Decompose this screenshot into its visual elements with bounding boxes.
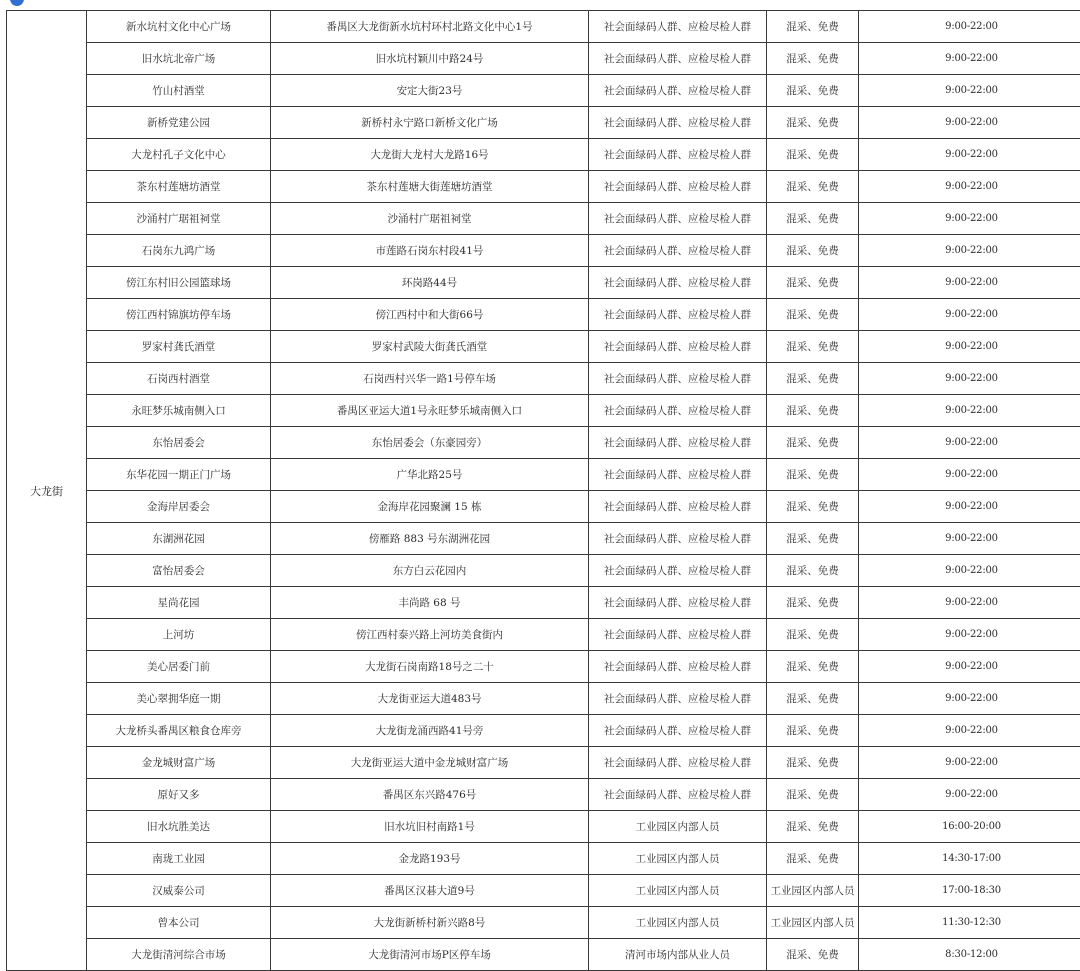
sampling-mode-cell: 混采、免费 (767, 459, 859, 491)
sampling-mode-cell: 混采、免费 (767, 491, 859, 523)
sampling-mode-cell: 混采、免费 (767, 555, 859, 587)
table-row (7, 299, 1080, 331)
sampling-mode-cell: 混采、免费 (767, 843, 859, 875)
table-body (7, 11, 1080, 971)
target-group-cell: 社会面绿码人群、应检尽检人群 (589, 139, 767, 171)
sampling-mode-cell: 混采、免费 (767, 235, 859, 267)
site-name-cell: 石岗东九鸿广场 (87, 235, 271, 267)
site-name-cell: 曾本公司 (87, 907, 271, 939)
service-hours-cell: 14:30-17:00 (859, 843, 1080, 875)
address-cell: 番禺区亚运大道1号永旺梦乐城南侧入口 (271, 395, 589, 427)
address-cell: 大龙街大龙村大龙路16号 (271, 139, 589, 171)
sampling-mode-cell: 混采、免费 (767, 427, 859, 459)
table-row (7, 587, 1080, 619)
site-name-cell: 美心居委门前 (87, 651, 271, 683)
table-row (7, 651, 1080, 683)
service-hours-cell: 9:00-22:00 (859, 523, 1080, 555)
table-row (7, 43, 1080, 75)
service-hours-cell: 9:00-22:00 (859, 459, 1080, 491)
sampling-mode-cell: 混采、免费 (767, 811, 859, 843)
target-group-cell: 社会面绿码人群、应检尽检人群 (589, 43, 767, 75)
target-group-cell: 社会面绿码人群、应检尽检人群 (589, 619, 767, 651)
address-cell: 金龙路193号 (271, 843, 589, 875)
service-hours-cell: 9:00-22:00 (859, 491, 1080, 523)
sampling-mode-cell: 混采、免费 (767, 779, 859, 811)
target-group-cell: 社会面绿码人群、应检尽检人群 (589, 587, 767, 619)
service-hours-cell: 9:00-22:00 (859, 107, 1080, 139)
sampling-mode-cell: 混采、免费 (767, 363, 859, 395)
address-cell: 大龙街新桥村新兴路8号 (271, 907, 589, 939)
target-group-cell: 社会面绿码人群、应检尽检人群 (589, 651, 767, 683)
address-cell: 沙涌村广琚祖祠堂 (271, 203, 589, 235)
target-group-cell: 工业园区内部人员 (589, 843, 767, 875)
table-row (7, 235, 1080, 267)
target-group-cell: 社会面绿码人群、应检尽检人群 (589, 523, 767, 555)
sampling-mode-cell: 混采、免费 (767, 267, 859, 299)
sampling-mode-cell: 混采、免费 (767, 747, 859, 779)
table-row (7, 811, 1080, 843)
table-row (7, 619, 1080, 651)
table-row (7, 107, 1080, 139)
site-name-cell: 大龙村孔子文化中心 (87, 139, 271, 171)
service-hours-cell: 9:00-22:00 (859, 43, 1080, 75)
table-row (7, 459, 1080, 491)
site-name-cell: 星尚花园 (87, 587, 271, 619)
site-name-cell: 东华花园一期正门广场 (87, 459, 271, 491)
table-row (7, 523, 1080, 555)
service-hours-cell: 9:00-22:00 (859, 235, 1080, 267)
site-name-cell: 东湖洲花园 (87, 523, 271, 555)
target-group-cell: 社会面绿码人群、应检尽检人群 (589, 683, 767, 715)
sampling-mode-cell: 工业园区内部人员 (767, 875, 859, 907)
site-name-cell: 富怡居委会 (87, 555, 271, 587)
target-group-cell: 社会面绿码人群、应检尽检人群 (589, 11, 767, 43)
address-cell: 番禺区东兴路476号 (271, 779, 589, 811)
service-hours-cell: 9:00-22:00 (859, 171, 1080, 203)
target-group-cell: 工业园区内部人员 (589, 907, 767, 939)
service-hours-cell: 9:00-22:00 (859, 427, 1080, 459)
address-cell: 傍江西村中和大街66号 (271, 299, 589, 331)
address-cell: 金海岸花园聚澜 15 栋 (271, 491, 589, 523)
table-row (7, 427, 1080, 459)
target-group-cell: 社会面绿码人群、应检尽检人群 (589, 363, 767, 395)
sampling-mode-cell: 混采、免费 (767, 203, 859, 235)
sampling-mode-cell: 混采、免费 (767, 395, 859, 427)
site-name-cell: 金海岸居委会 (87, 491, 271, 523)
table-row (7, 395, 1080, 427)
testing-sites-table (6, 10, 1080, 971)
address-cell: 大龙街亚运大道中金龙城财富广场 (271, 747, 589, 779)
table-row (7, 555, 1080, 587)
sampling-mode-cell: 混采、免费 (767, 939, 859, 971)
service-hours-cell: 9:00-22:00 (859, 715, 1080, 747)
address-cell: 大龙街清河市场P区停车场 (271, 939, 589, 971)
table-row (7, 203, 1080, 235)
sampling-mode-cell: 混采、免费 (767, 11, 859, 43)
target-group-cell: 社会面绿码人群、应检尽检人群 (589, 235, 767, 267)
sampling-mode-cell: 混采、免费 (767, 587, 859, 619)
table-row (7, 363, 1080, 395)
table-row (7, 139, 1080, 171)
address-cell: 旧水坑旧村南路1号 (271, 811, 589, 843)
service-hours-cell: 9:00-22:00 (859, 75, 1080, 107)
site-name-cell: 竹山村酒堂 (87, 75, 271, 107)
service-hours-cell: 17:00-18:30 (859, 875, 1080, 907)
target-group-cell: 社会面绿码人群、应检尽检人群 (589, 331, 767, 363)
sampling-mode-cell: 混采、免费 (767, 75, 859, 107)
target-group-cell: 社会面绿码人群、应检尽检人群 (589, 107, 767, 139)
table-row (7, 939, 1080, 971)
site-name-cell: 傍江西村锦旗坊停车场 (87, 299, 271, 331)
site-name-cell: 上河坊 (87, 619, 271, 651)
table-row (7, 331, 1080, 363)
address-cell: 大龙街石岗南路18号之二十 (271, 651, 589, 683)
service-hours-cell: 9:00-22:00 (859, 139, 1080, 171)
address-cell: 东怡居委会（东豪园旁） (271, 427, 589, 459)
address-cell: 旧水坑村颖川中路24号 (271, 43, 589, 75)
target-group-cell: 社会面绿码人群、应检尽检人群 (589, 171, 767, 203)
table-row (7, 171, 1080, 203)
site-name-cell: 沙涌村广琚祖祠堂 (87, 203, 271, 235)
testing-sites-table-container (6, 10, 1080, 970)
table-row (7, 747, 1080, 779)
address-cell: 广华北路25号 (271, 459, 589, 491)
sampling-mode-cell: 混采、免费 (767, 523, 859, 555)
address-cell: 丰尚路 68 号 (271, 587, 589, 619)
table-row (7, 491, 1080, 523)
site-name-cell: 永旺梦乐城南侧入口 (87, 395, 271, 427)
target-group-cell: 社会面绿码人群、应检尽检人群 (589, 779, 767, 811)
address-cell: 石岗西村兴华一路1号停车场 (271, 363, 589, 395)
sampling-mode-cell: 混采、免费 (767, 171, 859, 203)
address-cell: 安定大街23号 (271, 75, 589, 107)
site-name-cell: 石岗西村酒堂 (87, 363, 271, 395)
target-group-cell: 社会面绿码人群、应检尽检人群 (589, 395, 767, 427)
target-group-cell: 社会面绿码人群、应检尽检人群 (589, 75, 767, 107)
site-name-cell: 新桥党建公园 (87, 107, 271, 139)
target-group-cell: 社会面绿码人群、应检尽检人群 (589, 555, 767, 587)
site-name-cell: 罗家村龚氏酒堂 (87, 331, 271, 363)
table-row (7, 779, 1080, 811)
target-group-cell: 清河市场内部从业人员 (589, 939, 767, 971)
service-hours-cell: 9:00-22:00 (859, 395, 1080, 427)
service-hours-cell: 9:00-22:00 (859, 619, 1080, 651)
service-hours-cell: 9:00-22:00 (859, 299, 1080, 331)
address-cell: 罗家村武陵大街龚氏酒堂 (271, 331, 589, 363)
sampling-mode-cell: 混采、免费 (767, 683, 859, 715)
sampling-mode-cell: 混采、免费 (767, 651, 859, 683)
sampling-mode-cell: 混采、免费 (767, 715, 859, 747)
target-group-cell: 社会面绿码人群、应检尽检人群 (589, 299, 767, 331)
target-group-cell: 工业园区内部人员 (589, 875, 767, 907)
service-hours-cell: 9:00-22:00 (859, 651, 1080, 683)
address-cell: 番禺区汉碁大道9号 (271, 875, 589, 907)
address-cell: 傍江西村泰兴路上河坊美食街内 (271, 619, 589, 651)
sampling-mode-cell: 混采、免费 (767, 43, 859, 75)
site-name-cell: 南珑工业园 (87, 843, 271, 875)
target-group-cell: 社会面绿码人群、应检尽检人群 (589, 459, 767, 491)
service-hours-cell: 9:00-22:00 (859, 331, 1080, 363)
sampling-mode-cell: 混采、免费 (767, 107, 859, 139)
address-cell: 环岗路44号 (271, 267, 589, 299)
site-name-cell: 金龙城财富广场 (87, 747, 271, 779)
sampling-mode-cell: 工业园区内部人员 (767, 907, 859, 939)
service-hours-cell: 9:00-22:00 (859, 267, 1080, 299)
site-name-cell: 新水坑村文化中心广场 (87, 11, 271, 43)
site-name-cell: 汉威泰公司 (87, 875, 271, 907)
service-hours-cell: 9:00-22:00 (859, 779, 1080, 811)
table-row (7, 11, 1080, 43)
service-hours-cell: 9:00-22:00 (859, 683, 1080, 715)
site-name-cell: 东怡居委会 (87, 427, 271, 459)
site-name-cell: 美心翠拥华庭一期 (87, 683, 271, 715)
target-group-cell: 社会面绿码人群、应检尽检人群 (589, 203, 767, 235)
sampling-mode-cell: 混采、免费 (767, 299, 859, 331)
target-group-cell: 社会面绿码人群、应检尽检人群 (589, 267, 767, 299)
address-cell: 新桥村永宁路口新桥文化广场 (271, 107, 589, 139)
service-hours-cell: 9:00-22:00 (859, 363, 1080, 395)
table-row (7, 267, 1080, 299)
table-row (7, 75, 1080, 107)
sampling-mode-cell: 混采、免费 (767, 619, 859, 651)
service-hours-cell: 9:00-22:00 (859, 11, 1080, 43)
service-hours-cell: 11:30-12:30 (859, 907, 1080, 939)
site-name-cell: 原好又多 (87, 779, 271, 811)
site-name-cell: 大龙桥头番禺区粮食仓库旁 (87, 715, 271, 747)
site-name-cell: 傍江东村旧公园篮球场 (87, 267, 271, 299)
service-hours-cell: 9:00-22:00 (859, 555, 1080, 587)
address-cell: 市莲路石岗东村段41号 (271, 235, 589, 267)
address-cell: 茶东村莲塘大街莲塘坊酒堂 (271, 171, 589, 203)
service-hours-cell: 9:00-22:00 (859, 587, 1080, 619)
address-cell: 大龙街龙涌西路41号旁 (271, 715, 589, 747)
address-cell: 东方白云花园内 (271, 555, 589, 587)
site-name-cell: 大龙街清河综合市场 (87, 939, 271, 971)
sampling-mode-cell: 混采、免费 (767, 139, 859, 171)
table-row (7, 683, 1080, 715)
address-cell: 番禺区大龙街新水坑村环村北路文化中心1号 (271, 11, 589, 43)
table-row (7, 715, 1080, 747)
service-hours-cell: 9:00-22:00 (859, 747, 1080, 779)
target-group-cell: 社会面绿码人群、应检尽检人群 (589, 747, 767, 779)
sampling-mode-cell: 混采、免费 (767, 331, 859, 363)
site-name-cell: 茶东村莲塘坊酒堂 (87, 171, 271, 203)
address-cell: 傍雁路 883 号东湖洲花园 (271, 523, 589, 555)
table-row (7, 875, 1080, 907)
service-hours-cell: 16:00-20:00 (859, 811, 1080, 843)
app-badge-icon (10, 0, 24, 6)
target-group-cell: 社会面绿码人群、应检尽检人群 (589, 427, 767, 459)
service-hours-cell: 8:30-12:00 (859, 939, 1080, 971)
site-name-cell: 旧水坑胜美达 (87, 811, 271, 843)
site-name-cell: 旧水坑北帝广场 (87, 43, 271, 75)
target-group-cell: 工业园区内部人员 (589, 811, 767, 843)
table-row (7, 907, 1080, 939)
district-cell: 大龙街 (7, 11, 87, 971)
target-group-cell: 社会面绿码人群、应检尽检人群 (589, 715, 767, 747)
service-hours-cell: 9:00-22:00 (859, 203, 1080, 235)
address-cell: 大龙街亚运大道483号 (271, 683, 589, 715)
target-group-cell: 社会面绿码人群、应检尽检人群 (589, 491, 767, 523)
table-row (7, 843, 1080, 875)
